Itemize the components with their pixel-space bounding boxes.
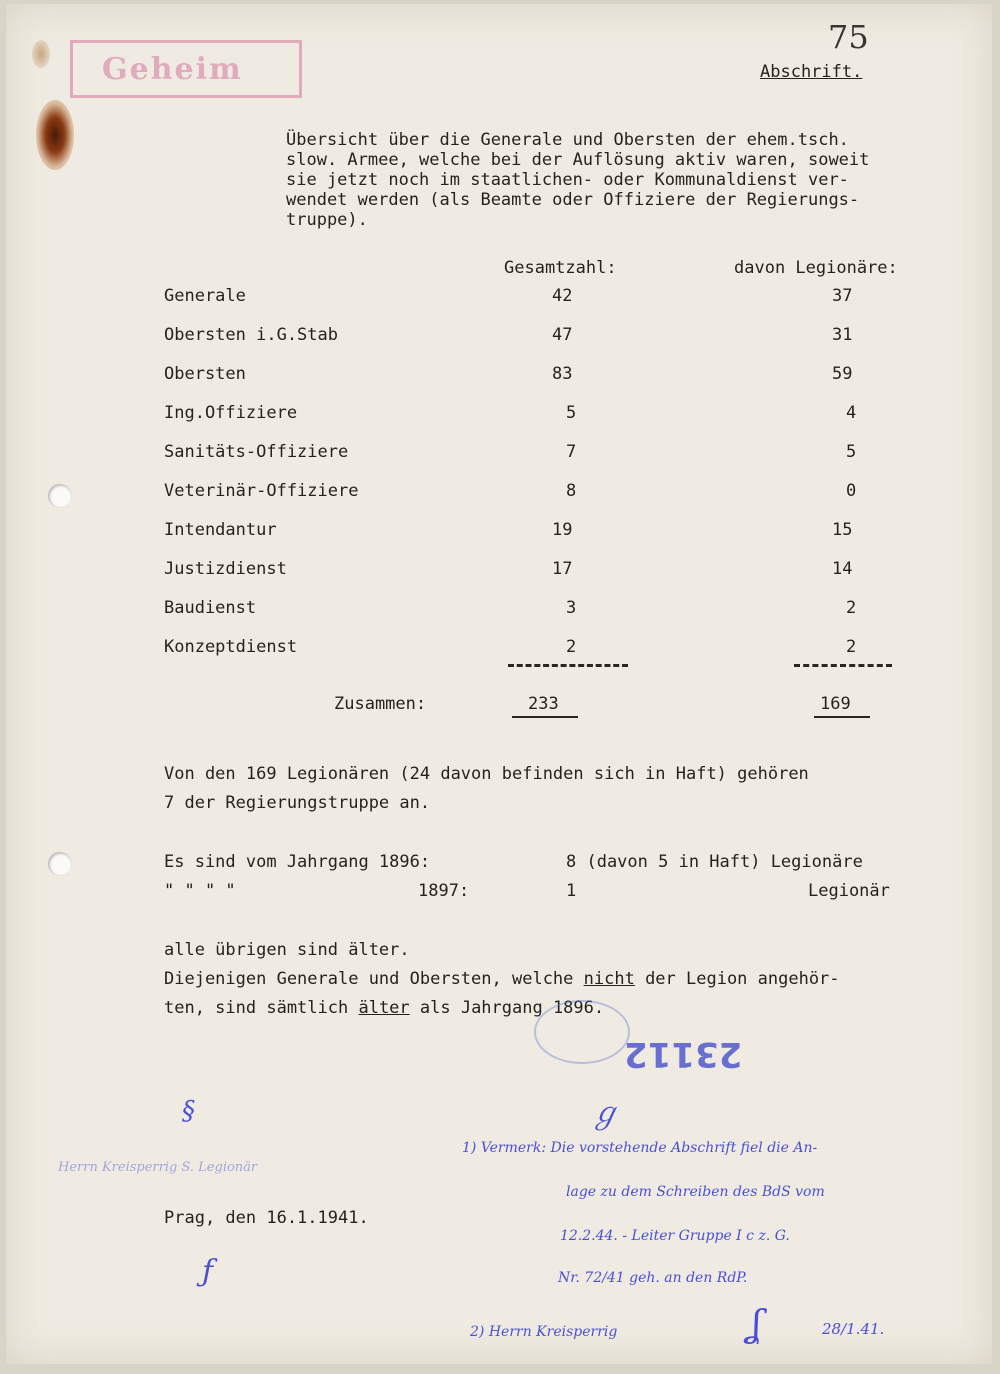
row-total: 42 [552,286,573,306]
punch-hole [48,852,72,876]
intro-line: Übersicht über die Generale und Obersten der ehem.tsch. [286,130,849,150]
handwritten-date: 28/1.41. [822,1320,885,1338]
sum-legion: 169 [820,694,851,714]
sum-total: 233 [528,694,559,714]
row-total: 47 [552,325,573,345]
handwritten-mark: ℊ [590,1096,620,1131]
handwritten-mark: § [182,1096,195,1126]
sum-underline [512,716,578,718]
handwritten-note-line: 1) Vermerk: Die vorstehende Abschrift fiel die An- [462,1140,818,1156]
row-legion: 0 [846,481,857,501]
document-page [6,4,992,1364]
row-label: Ing.Offiziere [164,403,298,423]
punch-hole [48,484,72,508]
document-header: Abschrift. [760,62,863,82]
row-total: 83 [552,364,573,384]
column-header-total: Gesamtzahl: [504,258,617,278]
handwritten-note-line: 12.2.44. - Leiter Gruppe I c z. G. [560,1228,790,1244]
row-label: Konzeptdienst [164,637,298,657]
sum-underline [814,716,870,718]
paragraph-line: Von den 169 Legionären (24 davon befinden sich in Haft) gehören [164,764,809,784]
row-legion: 37 [832,286,853,306]
row-label: Obersten i.G.Stab [164,325,338,345]
page-number: 75 [828,18,869,56]
sum-label: Zusammen: [334,694,427,714]
row-total: 2 [566,637,577,657]
row-legion: 15 [832,520,853,540]
column-header-legion: davon Legionäre: [734,258,898,278]
registry-number-stamp: 23112 [624,1034,743,1074]
handwritten-note-line: lage zu dem Schreiben des BdS vom [566,1184,825,1200]
registry-stamp [534,1000,630,1064]
row-legion: 5 [846,442,857,462]
handwritten-mark: ƒ [202,1254,214,1289]
paragraph-line: alle übrigen sind älter. [164,940,410,960]
handwritten-note: Herrn Kreisperrig S. Legionär [58,1160,258,1175]
handwritten-note-line: Nr. 72/41 geh. an den RdP. [558,1270,748,1286]
intro-line: truppe). [286,210,368,230]
text-span: ten, sind sämtlich [164,998,359,1018]
row-total: 17 [552,559,573,579]
emphasis-text: älter [358,998,410,1018]
row-label: Generale [164,286,246,306]
row-legion: 2 [846,598,857,618]
year-row-year: 1897: [418,881,470,901]
place-date: Prag, den 16.1.1941. [164,1208,369,1228]
row-total: 5 [566,403,577,423]
row-legion: 31 [832,325,853,345]
row-label: Baudienst [164,598,257,618]
intro-line: sie jetzt noch im staatlichen- oder Kommunaldienst ver- [286,170,849,190]
sum-separator [794,664,892,667]
row-label: Justizdienst [164,559,287,579]
paragraph-line: 7 der Regierungstruppe an. [164,793,431,813]
year-row-word: Legionär [808,881,890,901]
emphasis-text: nicht [583,969,635,989]
handwritten-signature: ʆ [750,1304,762,1345]
year-row-ditto: " " " " [164,881,236,901]
row-label: Obersten [164,364,246,384]
text-span: als Jahrgang 1896. [409,998,605,1018]
intro-line: slow. Armee, welche bei der Auflösung aktiv waren, soweit [286,150,870,170]
row-legion: 2 [846,637,857,657]
paragraph-line [164,969,840,989]
year-row-label: Es sind vom Jahrgang 1896: [164,852,431,872]
year-row-count: 8 (davon 5 in Haft) Legionäre [566,852,863,872]
handwritten-note-line: 2) Herrn Kreisperrig [470,1324,618,1340]
row-label: Veterinär-Offiziere [164,481,359,501]
intro-line: wendet werden (als Beamte oder Offiziere der Regierungs- [286,190,860,210]
paragraph-line [164,998,604,1018]
row-legion: 14 [832,559,853,579]
row-total: 3 [566,598,577,618]
row-total: 19 [552,520,573,540]
row-legion: 59 [832,364,853,384]
text-span: Diejenigen Generale und Obersten, welche [164,969,584,989]
row-total: 7 [566,442,577,462]
secret-stamp: Geheim [102,52,243,87]
text-span: der Legion angehör- [634,969,840,989]
row-legion: 4 [846,403,857,423]
row-label: Sanitäts-Offiziere [164,442,349,462]
burn-mark [32,40,50,68]
row-total: 8 [566,481,577,501]
burn-mark [36,100,74,170]
year-row-count: 1 [566,881,577,901]
row-label: Intendantur [164,520,277,540]
sum-separator [508,664,628,667]
